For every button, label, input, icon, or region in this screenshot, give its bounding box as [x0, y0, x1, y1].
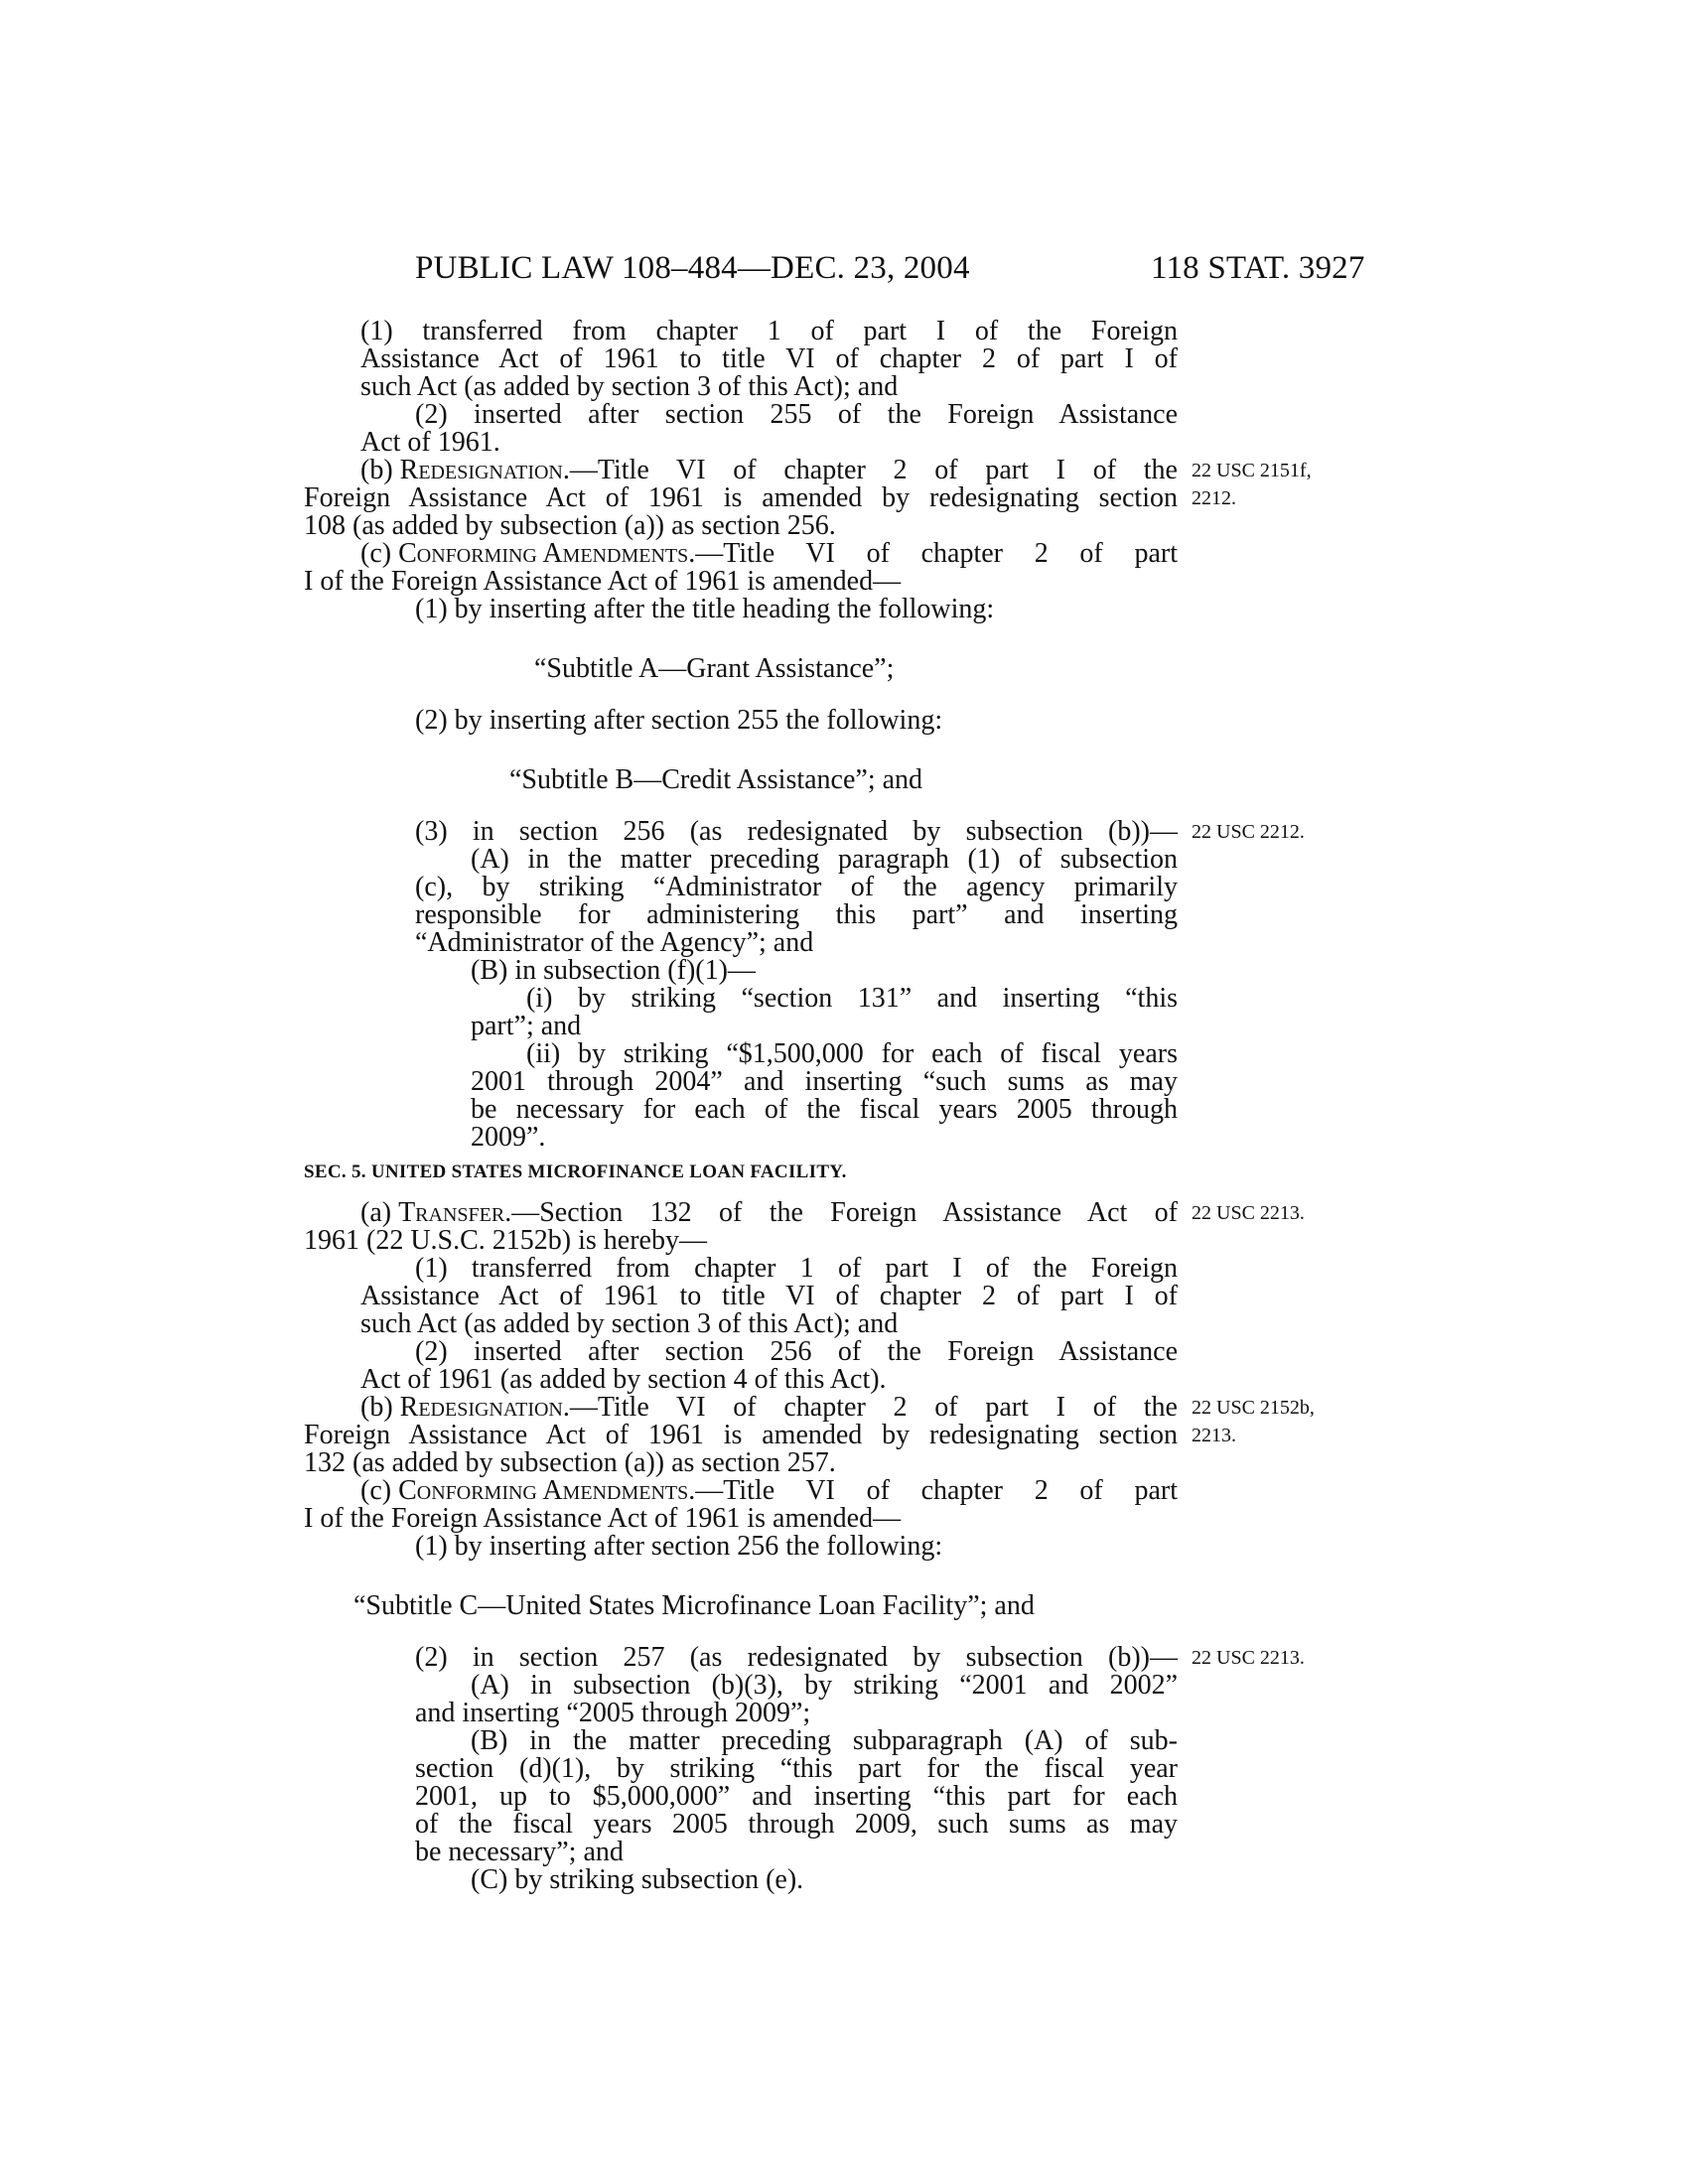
text-line: (1) transferred from chapter 1 of part I of the Foreign: [415, 1253, 1178, 1284]
text-run: .—Title VI of chapter 2 of part: [688, 1475, 1178, 1506]
text-line: such Act (as added by section 3 of this Act); and: [360, 1308, 899, 1339]
text-line: 2001 through 2004” and inserting “such sums as may: [471, 1066, 1178, 1097]
paragraph-heading: Conforming Amendments: [398, 1475, 689, 1506]
margin-note: 22 USC 2212.: [1192, 821, 1305, 843]
paragraph-heading: Redesignation: [399, 1392, 563, 1423]
text-line: (3) in section 256 (as redesignated by subsection (b))—: [415, 816, 1178, 847]
text-line: [360, 1394, 1178, 1422]
section-heading: SEC. 5. UNITED STATES MICROFINANCE LOAN FACILITY.: [304, 1161, 847, 1182]
paragraph-label: (a): [360, 1197, 399, 1228]
text-line: [360, 540, 1178, 568]
paragraph-label: (c): [360, 538, 399, 569]
paragraph-label: (b): [360, 455, 400, 485]
text-run: .—Title VI of chapter 2 of part: [688, 538, 1178, 569]
margin-note: 2213.: [1192, 1425, 1236, 1446]
text-line: be necessary”; and: [415, 1837, 624, 1867]
text-line: of the fiscal years 2005 through 2009, such sums as may: [415, 1809, 1178, 1840]
text-line: [360, 1477, 1178, 1505]
text-line: [360, 1199, 1178, 1227]
margin-note: 22 USC 2213.: [1192, 1202, 1305, 1224]
margin-note: 2212.: [1192, 487, 1236, 509]
text-line: 132 (as added by subsection (a)) as section 257.: [304, 1447, 836, 1478]
text-line: 2001, up to $5,000,000” and inserting “this part for each: [415, 1781, 1178, 1812]
text-line: Assistance Act of 1961 to title VI of chapter 2 of part I of: [360, 343, 1178, 374]
margin-note: 22 USC 2152b,: [1192, 1397, 1315, 1419]
running-header-left: PUBLIC LAW 108–484—DEC. 23, 2004: [415, 250, 970, 286]
text-line: I of the Foreign Assistance Act of 1961 is amended—: [304, 566, 902, 597]
text-line: (1) by inserting after the title heading the following:: [415, 594, 995, 624]
text-line: (2) in section 257 (as redesignated by subsection (b))—: [415, 1642, 1178, 1673]
text-line: (2) inserted after section 255 of the Foreign Assistance: [415, 399, 1178, 430]
text-line: I of the Foreign Assistance Act of 1961 is amended—: [304, 1503, 902, 1534]
text-line: (A) in subsection (b)(3), by striking “2001 and 2002”: [471, 1670, 1178, 1701]
paragraph-heading: Conforming Amendments: [398, 538, 689, 569]
text-run: .—Section 132 of the Foreign Assistance Act of: [504, 1197, 1178, 1228]
margin-note: 22 USC 2213.: [1192, 1647, 1305, 1669]
paragraph-heading: Redesignation: [399, 455, 563, 485]
text-line: Assistance Act of 1961 to title VI of chapter 2 of part I of: [360, 1281, 1178, 1311]
text-line: (1) by inserting after section 256 the following:: [415, 1531, 943, 1562]
text-line: (A) in the matter preceding paragraph (1) of subsection: [471, 844, 1178, 875]
running-header-right: 118 STAT. 3927: [1151, 250, 1365, 286]
text-line: (C) by striking subsection (e).: [471, 1864, 804, 1895]
text-line: Foreign Assistance Act of 1961 is amended by redesignating section: [304, 482, 1178, 513]
text-line: such Act (as added by section 3 of this Act); and: [360, 371, 899, 402]
text-run: .—Title VI of chapter 2 of part I of the: [562, 1392, 1178, 1423]
text-line: Foreign Assistance Act of 1961 is amended by redesignating section: [304, 1420, 1178, 1450]
text-run: .—Title VI of chapter 2 of part I of the: [562, 455, 1178, 485]
text-line: and inserting “2005 through 2009”;: [415, 1698, 811, 1728]
text-line: section (d)(1), by striking “this part for the fiscal year: [415, 1753, 1178, 1784]
text-line: Act of 1961 (as added by section 4 of this Act).: [360, 1364, 887, 1395]
text-line: responsible for administering this part” and inserting: [415, 899, 1178, 930]
margin-note: 22 USC 2151f,: [1192, 460, 1312, 481]
text-line: (2) inserted after section 256 of the Foreign Assistance: [415, 1336, 1178, 1367]
text-line: (i) by striking “section 131” and inserting “this: [526, 983, 1178, 1014]
text-line: (B) in subsection (f)(1)—: [471, 955, 756, 986]
text-line: Act of 1961.: [360, 427, 500, 458]
text-line: (2) by inserting after section 255 the following:: [415, 705, 943, 736]
text-line: [360, 457, 1178, 484]
text-line: part”; and: [471, 1011, 582, 1041]
text-line: (1) transferred from chapter 1 of part I of the Foreign: [360, 316, 1178, 346]
text-line: 1961 (22 U.S.C. 2152b) is hereby—: [304, 1225, 707, 1256]
quoted-heading: “Subtitle B—Credit Assistance”; and: [509, 764, 923, 795]
text-line: “Administrator of the Agency”; and: [415, 927, 814, 958]
text-line: (ii) by striking “$1,500,000 for each of fiscal years: [526, 1038, 1178, 1069]
paragraph-label: (c): [360, 1475, 399, 1506]
quoted-heading: “Subtitle C—United States Microfinance Loan Facility”; and: [353, 1590, 1035, 1621]
paragraph-label: (b): [360, 1392, 400, 1423]
text-line: (c), by striking “Administrator of the agency primarily: [415, 872, 1178, 902]
paragraph-heading: Transfer: [398, 1197, 505, 1228]
text-line: be necessary for each of the fiscal years 2005 through: [471, 1094, 1178, 1125]
text-line: 2009”.: [471, 1122, 546, 1153]
text-line: (B) in the matter preceding subparagraph (A) of sub-: [471, 1725, 1178, 1756]
text-line: 108 (as added by subsection (a)) as section 256.: [304, 510, 836, 541]
quoted-heading: “Subtitle A—Grant Assistance”;: [534, 653, 895, 684]
